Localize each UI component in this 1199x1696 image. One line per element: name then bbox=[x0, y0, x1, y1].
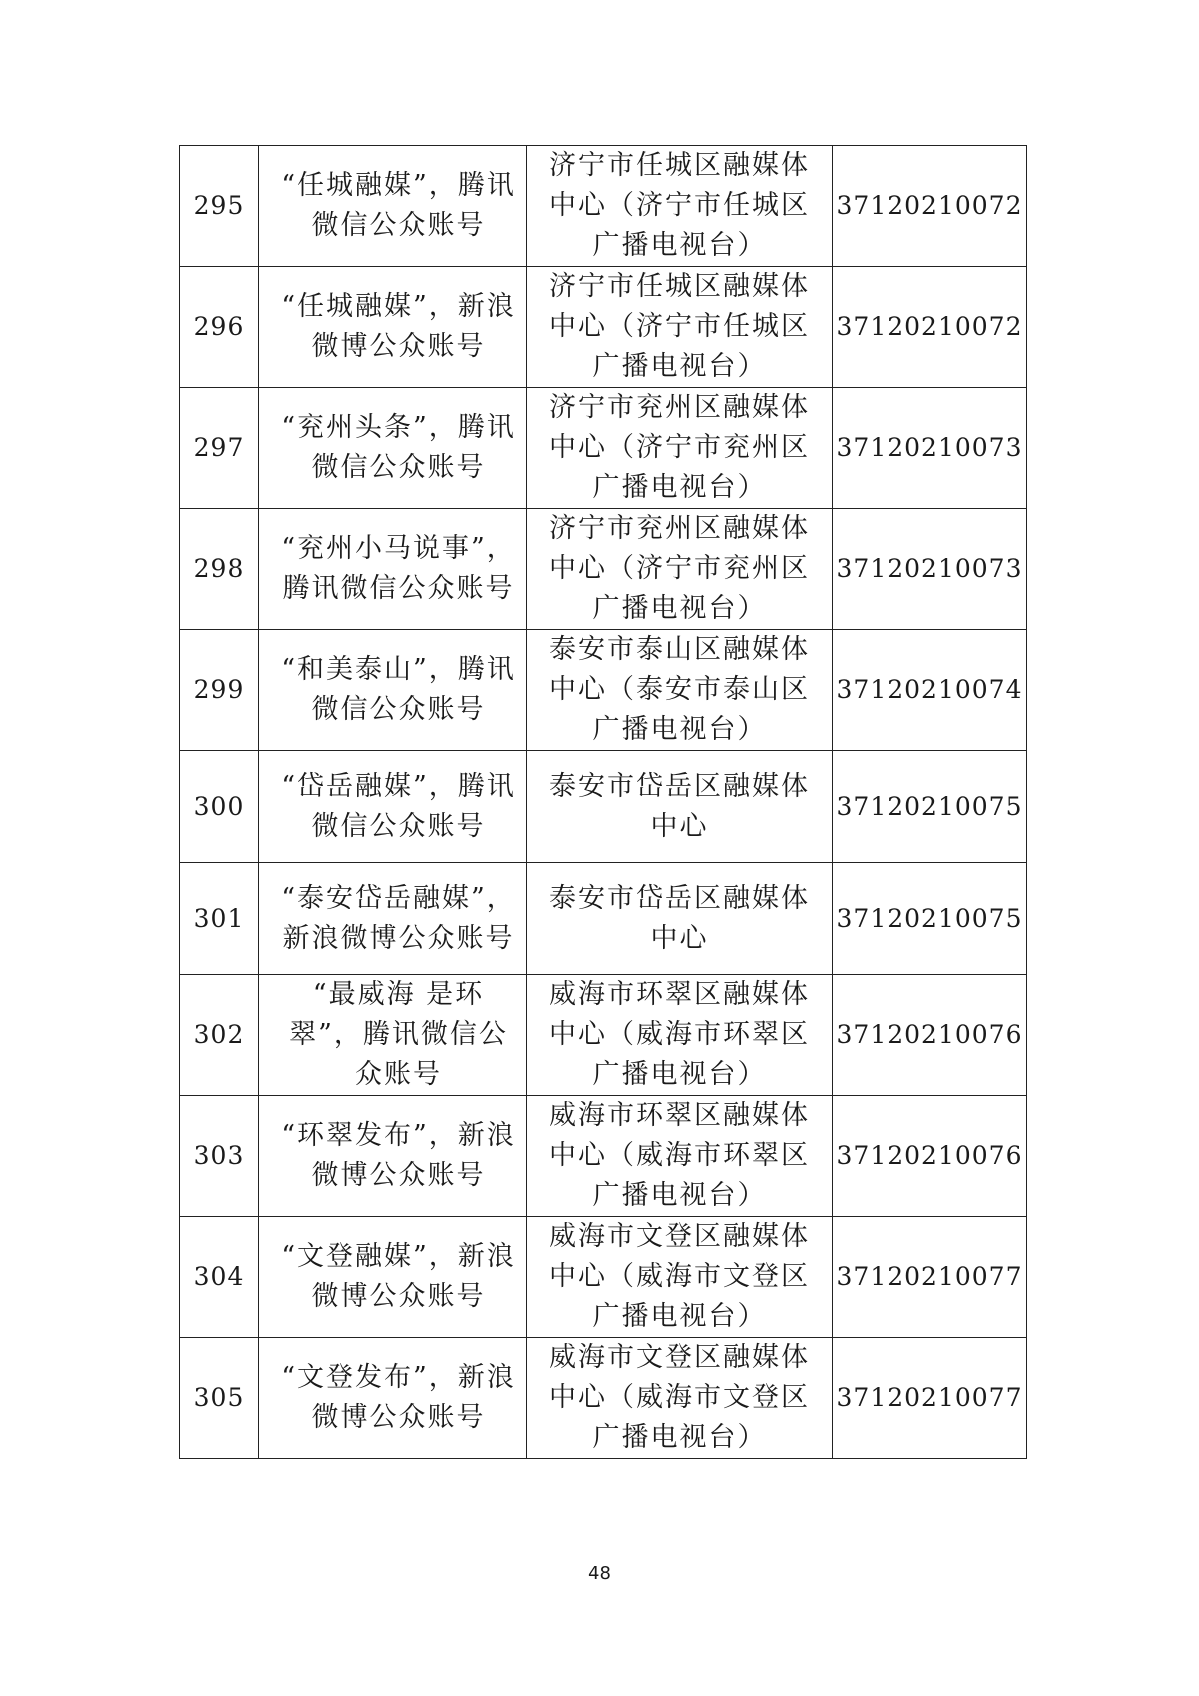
registration-code: 37120210073 bbox=[833, 388, 1027, 509]
table-row bbox=[180, 267, 1027, 388]
row-number: 298 bbox=[180, 509, 259, 630]
registration-code: 37120210072 bbox=[833, 267, 1027, 388]
registration-code: 37120210075 bbox=[833, 863, 1027, 975]
row-number: 300 bbox=[180, 751, 259, 863]
organization: 泰安市岱岳区融媒体中心 bbox=[527, 751, 833, 863]
table-row bbox=[180, 630, 1027, 751]
row-number: 301 bbox=[180, 863, 259, 975]
row-number: 305 bbox=[180, 1338, 259, 1459]
table-row bbox=[180, 1338, 1027, 1459]
row-number: 299 bbox=[180, 630, 259, 751]
registration-code: 37120210076 bbox=[833, 975, 1027, 1096]
organization: 威海市文登区融媒体中心（威海市文登区广播电视台） bbox=[527, 1217, 833, 1338]
row-number: 302 bbox=[180, 975, 259, 1096]
table-row bbox=[180, 388, 1027, 509]
account-name: “文登融媒”，新浪微博公众账号 bbox=[259, 1217, 527, 1338]
account-name: “任城融媒”，新浪微博公众账号 bbox=[259, 267, 527, 388]
registration-code: 37120210073 bbox=[833, 509, 1027, 630]
table-row bbox=[180, 1096, 1027, 1217]
table-row bbox=[180, 975, 1027, 1096]
row-number: 297 bbox=[180, 388, 259, 509]
registration-code: 37120210076 bbox=[833, 1096, 1027, 1217]
registration-code: 37120210077 bbox=[833, 1217, 1027, 1338]
organization: 威海市环翠区融媒体中心（威海市环翠区广播电视台） bbox=[527, 1096, 833, 1217]
table-row bbox=[180, 1217, 1027, 1338]
registration-code: 37120210072 bbox=[833, 146, 1027, 267]
account-name: “兖州小马说事”，腾讯微信公众账号 bbox=[259, 509, 527, 630]
row-number: 295 bbox=[180, 146, 259, 267]
table-row bbox=[180, 146, 1027, 267]
account-name: “兖州头条”，腾讯微信公众账号 bbox=[259, 388, 527, 509]
organization: 济宁市兖州区融媒体中心（济宁市兖州区广播电视台） bbox=[527, 509, 833, 630]
account-name: “文登发布”，新浪微博公众账号 bbox=[259, 1338, 527, 1459]
row-number: 296 bbox=[180, 267, 259, 388]
account-name: “最威海 是环翠”，腾讯微信公众账号 bbox=[259, 975, 527, 1096]
organization: 威海市环翠区融媒体中心（威海市环翠区广播电视台） bbox=[527, 975, 833, 1096]
registration-code: 37120210074 bbox=[833, 630, 1027, 751]
table-row bbox=[180, 863, 1027, 975]
organization: 济宁市任城区融媒体中心（济宁市任城区广播电视台） bbox=[527, 267, 833, 388]
table-row bbox=[180, 509, 1027, 630]
page-number: 48 bbox=[588, 1563, 611, 1584]
account-name: “任城融媒”，腾讯微信公众账号 bbox=[259, 146, 527, 267]
organization: 泰安市泰山区融媒体中心（泰安市泰山区广播电视台） bbox=[527, 630, 833, 751]
registry-table bbox=[179, 145, 1027, 1459]
account-name: “环翠发布”，新浪微博公众账号 bbox=[259, 1096, 527, 1217]
organization: 泰安市岱岳区融媒体中心 bbox=[527, 863, 833, 975]
row-number: 303 bbox=[180, 1096, 259, 1217]
registration-code: 37120210075 bbox=[833, 751, 1027, 863]
table-row bbox=[180, 751, 1027, 863]
organization: 济宁市任城区融媒体中心（济宁市任城区广播电视台） bbox=[527, 146, 833, 267]
account-name: “和美泰山”，腾讯微信公众账号 bbox=[259, 630, 527, 751]
organization: 威海市文登区融媒体中心（威海市文登区广播电视台） bbox=[527, 1338, 833, 1459]
account-name: “泰安岱岳融媒”，新浪微博公众账号 bbox=[259, 863, 527, 975]
account-name: “岱岳融媒”，腾讯微信公众账号 bbox=[259, 751, 527, 863]
row-number: 304 bbox=[180, 1217, 259, 1338]
organization: 济宁市兖州区融媒体中心（济宁市兖州区广播电视台） bbox=[527, 388, 833, 509]
registration-code: 37120210077 bbox=[833, 1338, 1027, 1459]
